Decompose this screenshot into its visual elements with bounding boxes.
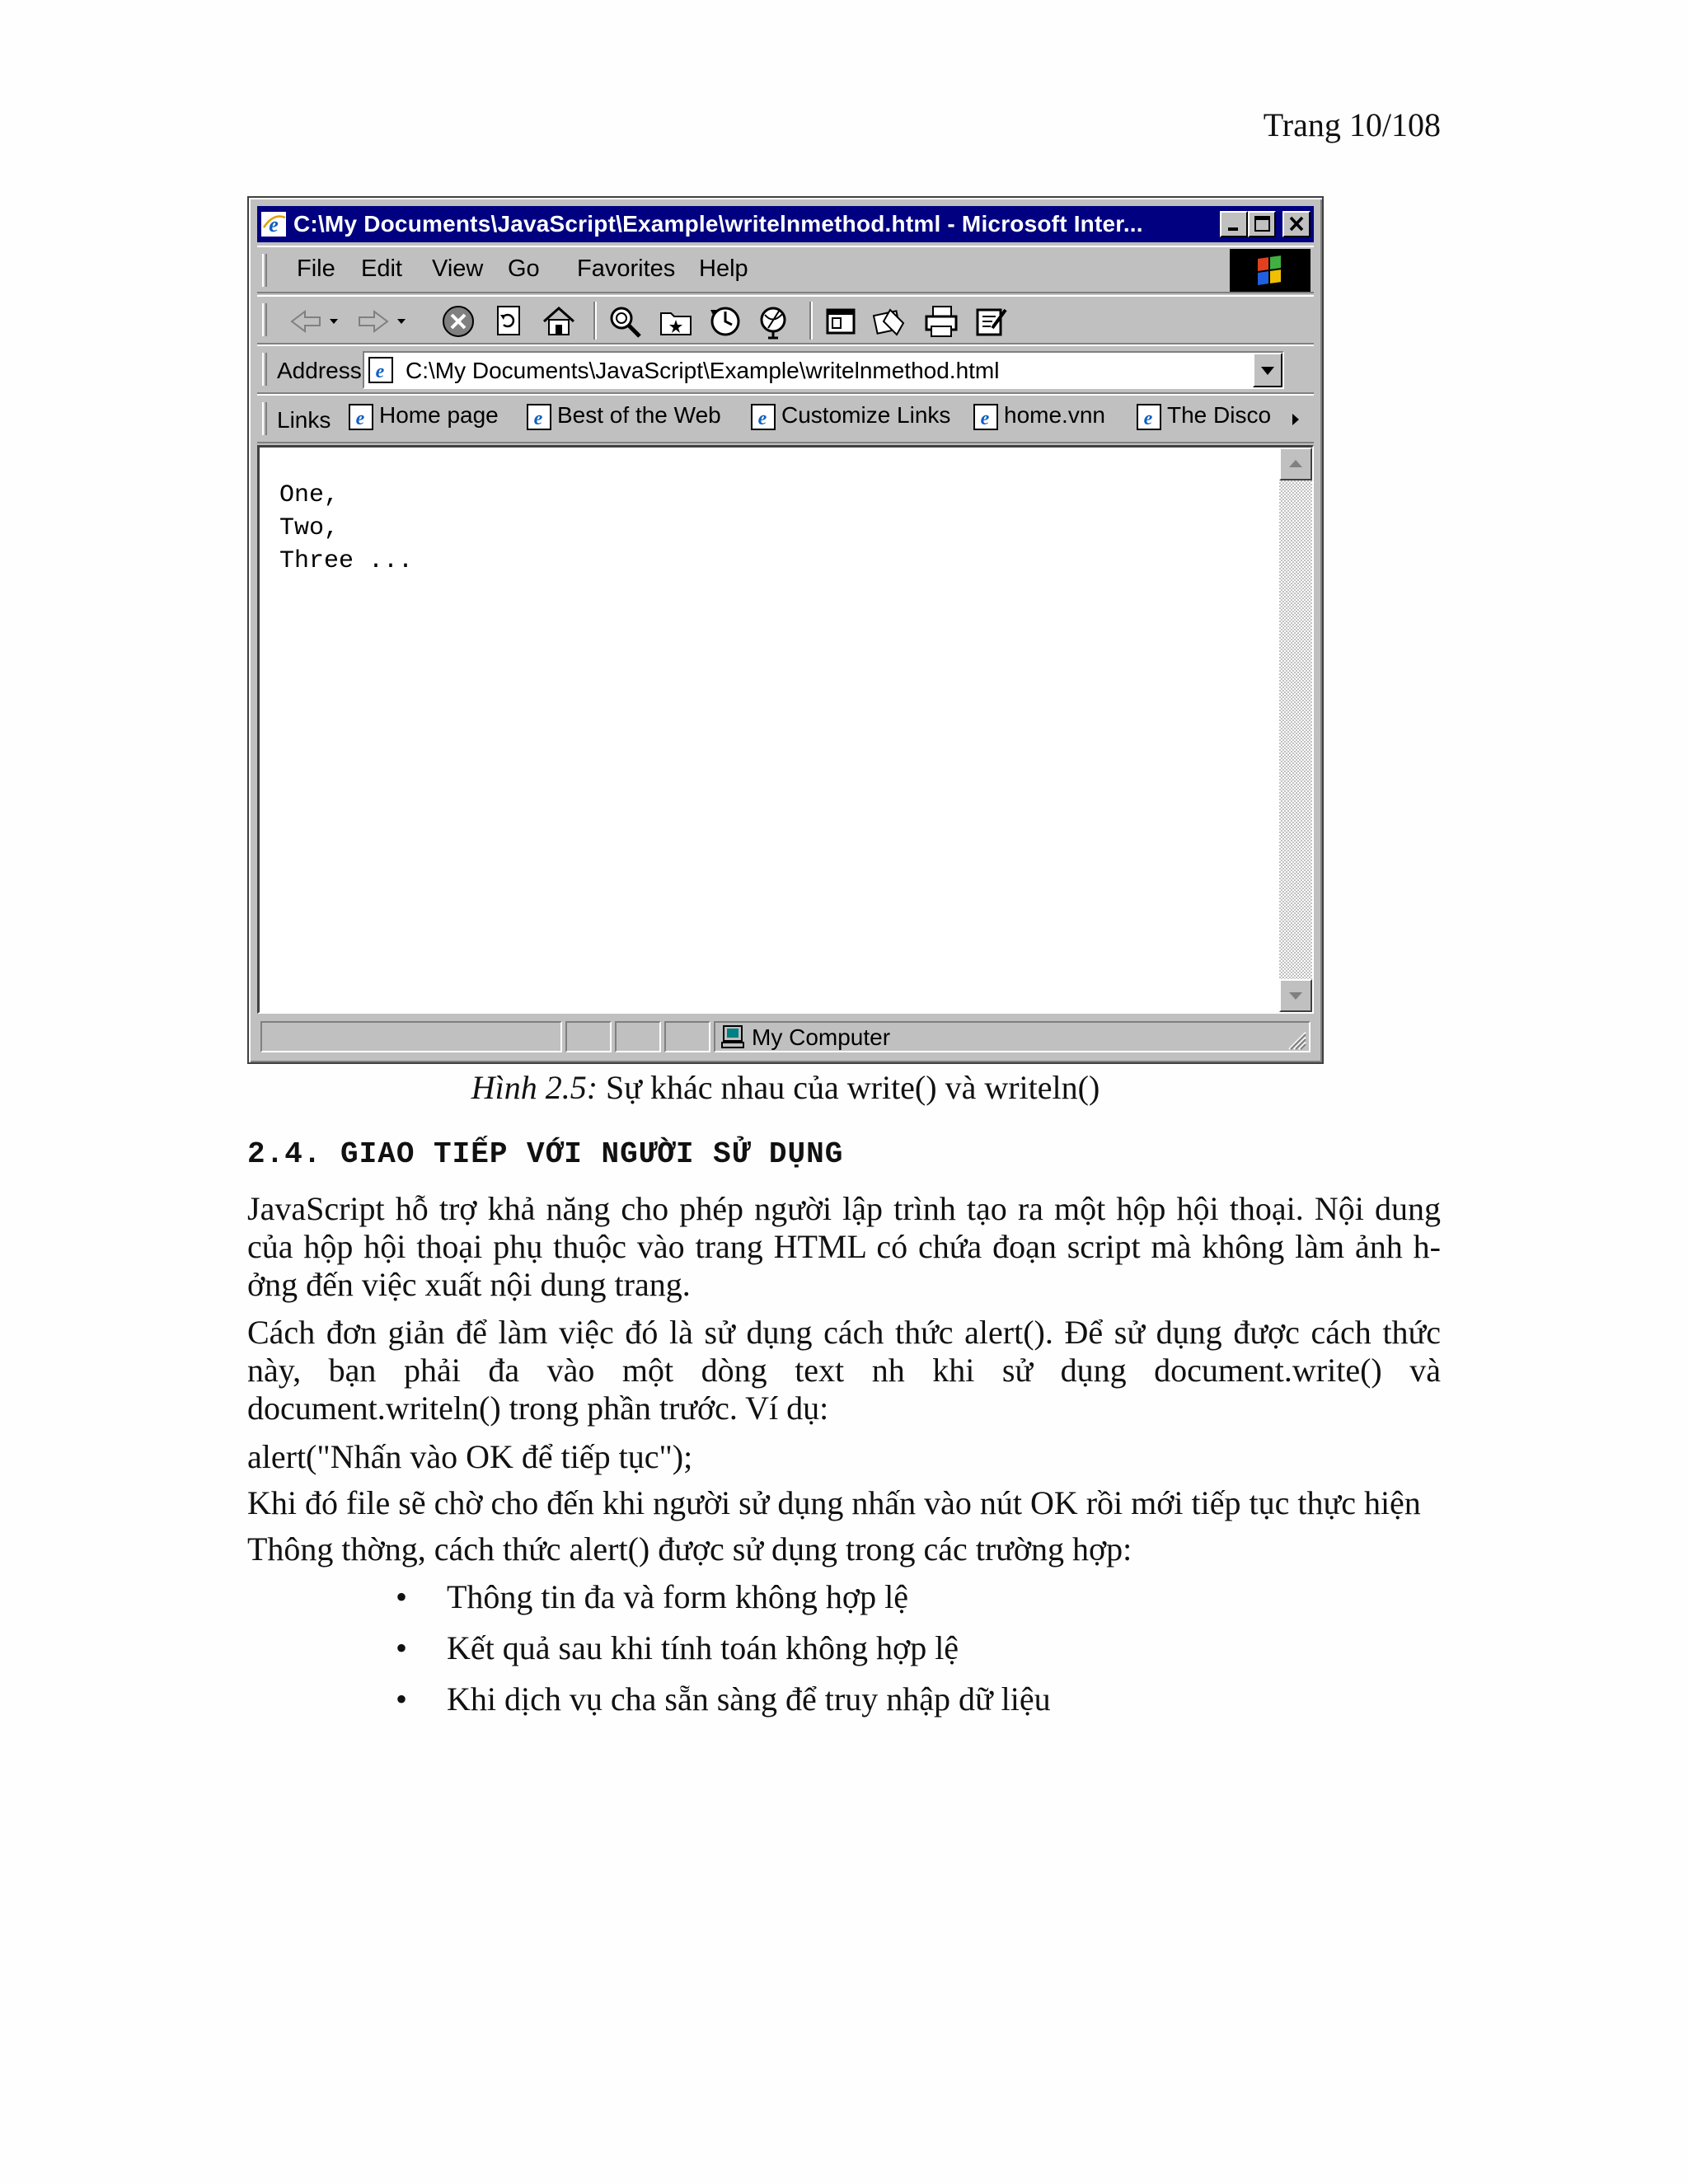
paragraph-2: Cách đơn giản để làm việc đó là sử dụng cách thức alert(). Để sử dụng được cách thức này, bạn phải đa vào một dòng text nh khi sử dụng document.write() và document.writeln() trong phần trước. Ví dụ: [247,1314,1441,1427]
window-title: C:\My Documents\JavaScript\Example\writelnmethod.html - Microsoft Inter... [293,211,1143,237]
figure-label: Hình 2.5: [471,1069,598,1106]
link-best-of-the-web[interactable]: e Best of the Web [526,402,721,431]
status-bar [257,1018,1314,1056]
svg-text:e: e [375,361,385,382]
status-panel [565,1021,612,1052]
page-icon [368,356,396,384]
status-zone-panel [714,1021,1311,1052]
status-panel [615,1021,661,1052]
figure-caption [247,1068,1324,1107]
history-icon[interactable] [707,303,743,340]
output-line-2: Two, [279,514,340,542]
close-button[interactable] [1282,211,1311,237]
scroll-down-button[interactable] [1279,979,1312,1012]
minimize-button[interactable] [1220,211,1248,237]
address-dropdown-button[interactable] [1253,353,1282,387]
menu-bar [257,246,1314,293]
chevron-right-icon[interactable] [1289,407,1302,432]
menu-help[interactable]: Help [699,255,748,282]
paragraph-1: JavaScript hỗ trợ khả năng cho phép người lập trình tạo ra một hộp hội thoại. Nội dung của hộp hội thoại phụ thuộc vào trang HTML có chứa đoạn script mà không làm ảnh h-ởng đến việc xuất nội dung trang. [247,1190,1441,1303]
chevron-down-icon [1254,354,1281,386]
forward-icon[interactable] [354,303,412,340]
svg-text:e: e [269,213,279,237]
address-value: C:\My Documents\JavaScript\Example\writelnmethod.html [406,358,1000,383]
title-bar[interactable] [257,206,1314,242]
svg-text:e: e [1143,407,1153,429]
standard-toolbar [257,295,1314,344]
address-label: Address [277,358,362,383]
resize-grip-icon[interactable] [1284,1028,1307,1051]
scroll-up-button[interactable] [1279,448,1312,480]
channels-icon[interactable] [757,303,793,340]
section-heading: 2.4. GIAO TIẾP VỚI NGƯỜI SỬ DỤNG [247,1137,844,1171]
menu-file[interactable]: File [297,255,335,282]
fullscreen-icon[interactable] [823,303,859,340]
status-panel-main [260,1021,562,1052]
status-zone-text: My Computer [752,1024,891,1050]
maximize-icon [1253,215,1271,233]
print-icon[interactable] [923,303,959,340]
page-number: Trang 10/108 [1263,106,1441,143]
ie-page-icon [526,403,554,431]
maximize-button[interactable] [1248,211,1276,237]
paragraph-4: Thông thờng, cách thức alert() được sử dụng trong các trường hợp: [247,1530,1132,1568]
back-icon[interactable] [287,303,345,340]
menu-favorites[interactable]: Favorites [577,255,676,282]
svg-text:e: e [757,407,767,429]
browser-window [247,196,1324,1064]
close-icon [1287,215,1306,233]
home-icon[interactable] [541,303,577,340]
code-example: alert("Nhấn vào OK để tiếp tục"); [247,1438,693,1475]
windows-logo-icon [1230,249,1311,292]
favorites-icon[interactable] [658,303,694,340]
my-computer-icon [720,1024,747,1049]
link-customize-links[interactable]: e Customize Links [750,402,950,431]
search-icon[interactable] [607,303,643,340]
refresh-icon[interactable] [491,303,528,340]
ie-page-icon [1136,403,1164,431]
menu-go[interactable]: Go [508,255,540,282]
output-line-3: Three ... [279,547,414,575]
svg-text:e: e [355,407,365,429]
paragraph-3: Khi đó file sẽ chờ cho đến khi người sử dụng nhấn vào nút OK rồi mới tiếp tục thực hiện [247,1484,1421,1521]
output-line-1: One, [279,481,340,509]
svg-text:e: e [980,407,990,429]
arrow-down-icon [1281,981,1311,1010]
address-input[interactable] [363,351,1284,389]
mail-icon[interactable] [872,303,908,340]
svg-text:e: e [533,407,543,429]
menu-edit[interactable]: Edit [361,255,402,282]
ie-page-icon [348,403,376,431]
links-bar [257,394,1314,443]
ie-icon [260,211,287,237]
status-panel [664,1021,710,1052]
links-label: Links [277,407,331,433]
link-home-vnn[interactable]: e home.vnn [973,402,1105,431]
stop-icon[interactable] [440,303,476,340]
ie-page-icon [973,403,1001,431]
address-bar [257,344,1314,394]
link-the-disco[interactable]: e The Disco [1136,402,1271,431]
link-home-page[interactable]: e Home page [348,402,499,431]
edit-icon[interactable] [973,303,1009,340]
figure-caption-text: Sự khác nhau của write() và writeln() [598,1069,1100,1106]
menu-view[interactable]: View [432,255,484,282]
arrow-up-icon [1281,449,1311,479]
ie-page-icon [750,403,778,431]
page-content-area [257,445,1314,1014]
minimize-icon [1225,215,1243,233]
vertical-scrollbar[interactable] [1279,448,1312,1012]
